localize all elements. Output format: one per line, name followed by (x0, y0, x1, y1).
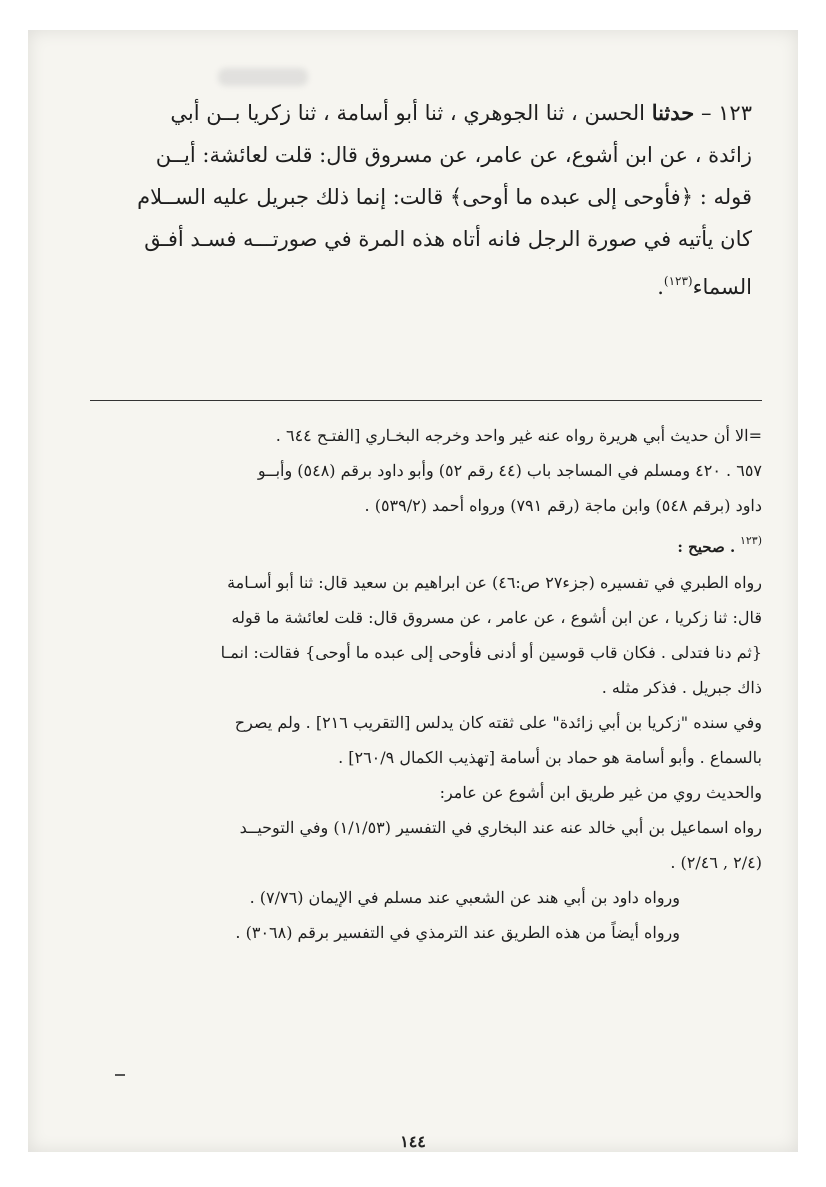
footnote-line: رواه الطبري في تفسيره (جزء٢٧ ص:٤٦) عن ابراهيم بن سعيد قال: ثنا أبو أسـامة (227, 573, 762, 592)
footnotes (90, 418, 762, 950)
footnote-reference: (١٢٣) (663, 274, 693, 288)
margin-mark (115, 1074, 125, 1076)
full-stop: . (657, 275, 664, 299)
footnote-line: رواه اسماعيل بن أبي خالد عنه عند البخاري في التفسير (١/١/٥٣) وفي التوحيــد (239, 818, 762, 837)
footnote-separator (90, 400, 762, 401)
hadith-line-1-text: الحسن ، ثنا الجوهري ، ثنا أبو أسامة ، ثنا زكريا بــن أبي (170, 101, 645, 125)
footnote-heading (90, 523, 762, 565)
scanned-page (28, 30, 798, 1152)
hadith-last-word: السماء (692, 275, 752, 299)
footnote-line: (٢/٤ , ٢/٤٦) . (670, 853, 762, 872)
footnote-line: بالسماع . وأبو أسامة هو حماد بن أسامة [تهذيب الكمال ٢٦٠/٩] . (338, 748, 762, 767)
footnote-line: والحديث روي من غير طريق ابن أشوع عن عامر: (439, 783, 762, 802)
hadith-lead-word: حدثنا (651, 100, 695, 125)
footnote-line: ذاك جبريل . فذكر مثله . (601, 678, 762, 697)
footnote-indented-line: ورواه أيضاً من هذه الطريق عند الترمذي في التفسير برقم (٣٠٦٨) . (235, 923, 680, 942)
footnote-grade: . صحيح : (677, 538, 736, 556)
footnote-line: {ثم دنا فتدلى . فكان قاب قوسين أو أدنى فأوحى إلى عبده ما أوحى} فقالت: انمـا (220, 643, 762, 662)
footnote-continuation-line: =الا أن حديث أبي هريرة رواه عنه غير واحد وخرجه البخـاري [الفتـح ٦٤٤ . (275, 426, 762, 445)
hadith-line-3: قوله : ﴿فأوحى إلى عبده ما أوحى﴾ قالت: إنما ذلك جبريل عليه الســلام (137, 185, 752, 209)
hadith-line-2: زائدة ، عن ابن أشوع، عن عامر، عن مسروق قال: قلت لعائشة: أيــن (155, 143, 752, 167)
hadith-line-1 (108, 92, 752, 134)
footnote-continuation-line: داود (برقم ٥٤٨) وابن ماجة (رقم ٧٩١) ورواه أحمد (٥٣٩/٢) . (364, 496, 762, 515)
footnote-continuation-line: ٦٥٧ . ٤٢٠ ومسلم في المساجد باب (٤٤ رقم ٥٢) وأبو داود برقم (٥٤٨) وأبــو (257, 461, 762, 480)
hadith-line-4: كان يأتيه في صورة الرجل فانه أتاه هذه المرة في صورتـــه فسـد أفـق (144, 227, 752, 251)
hadith-text (108, 92, 752, 302)
hadith-number: ١٢٣ – (700, 101, 752, 125)
footnote-number: (١٢٣ (739, 534, 762, 547)
hadith-line-5 (108, 260, 752, 302)
scan-smudge (218, 68, 308, 86)
footnote-line: وفي سنده "زكريا بن أبي زائدة" على ثقته كان يدلس [التقريب ٢١٦] . ولم يصرح (234, 713, 762, 732)
footnote-line: قال: ثنا زكريا ، عن ابن أشوع ، عن عامر ، عن مسروق قال: قلت لعائشة ما قوله (231, 608, 762, 627)
footnote-indented-line: ورواه داود بن أبي هند عن الشعبي عند مسلم في الإيمان (٧/٧٦) . (249, 888, 680, 907)
page-number: ١٤٤ (400, 1132, 426, 1151)
